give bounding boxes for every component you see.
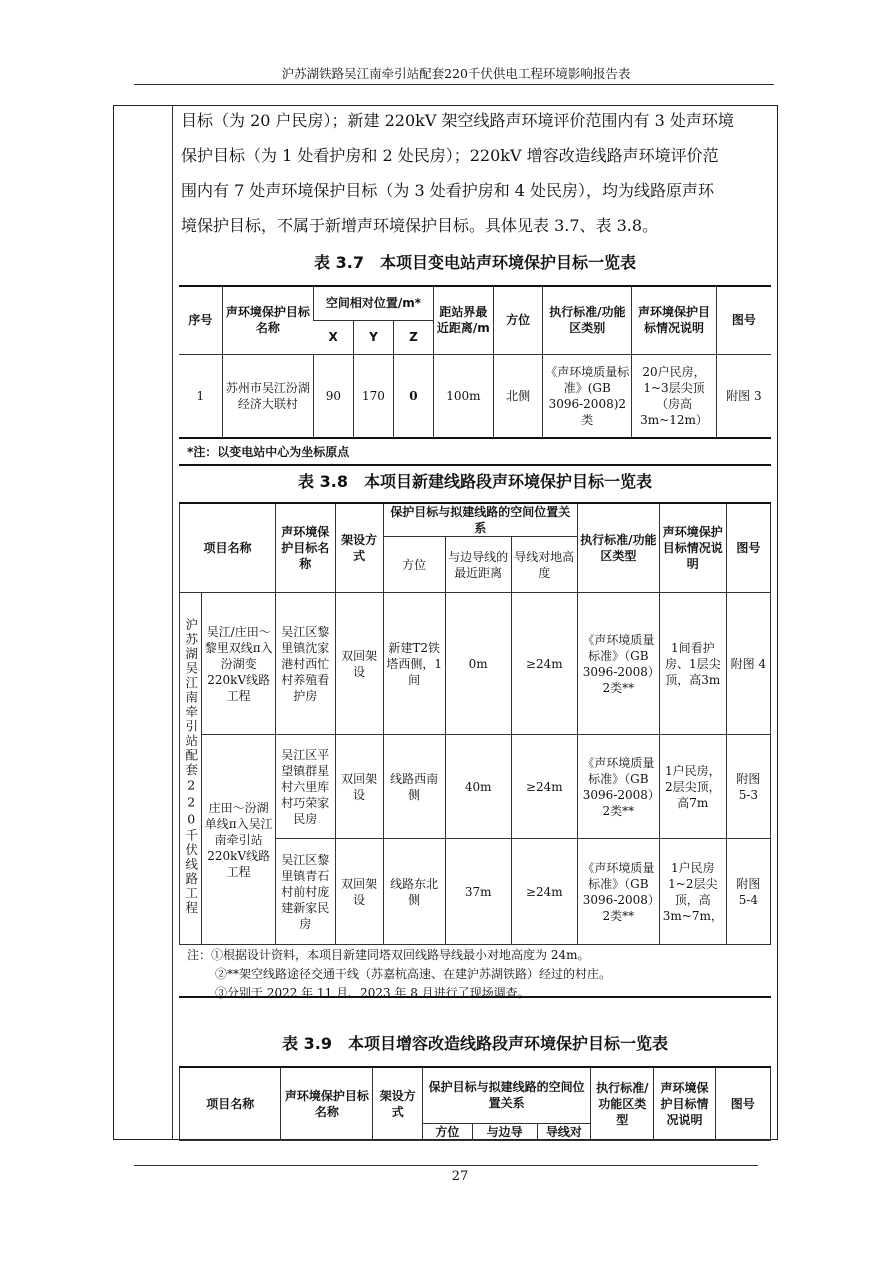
header-rule [134, 84, 774, 85]
table-3-9-caption: 表 3.9 本项目增容改造线路段声环境保护目标一览表 [282, 1034, 668, 1053]
th-x: X [314, 320, 354, 354]
cell-height: ≥24m [511, 839, 577, 945]
cell-x: 90 [314, 354, 354, 438]
page-header: 沪苏湖铁路吴江南牵引站配套220千伏供电工程环境影响报告表 [281, 66, 631, 81]
cell-name: 吴江区黎里镇青石村前村庞建新家民房 [275, 839, 335, 945]
cell-height: ≥24m [511, 735, 577, 839]
table-3-7-caption: 表 3.7 本项目变电站声环境保护目标一览表 [314, 253, 636, 272]
body-line-2: 保护目标（为 1 处看护房和 2 处民房）；220kV 增容改造线路声环境评价范 [181, 146, 719, 165]
note-2: ②**架空线路途径交通干线（苏嘉杭高速、在建沪苏湖铁路）经过的村庄。 [215, 967, 612, 981]
th-rel: 保护目标与拟建线路的空间位置关系 [383, 503, 577, 537]
th-fig: 图号 [726, 503, 770, 593]
th-name: 声环境保护目标名称 [222, 286, 313, 354]
th-name: 声环境保护目标名称 [275, 503, 335, 593]
th-name: 声环境保护目标名称 [281, 1067, 373, 1140]
body-line-1: 目标（为 20 户民房）；新建 220kV 架空线路声环境评价范围内有 3 处声环境 [181, 111, 734, 130]
cell-dist: 0m [445, 593, 511, 735]
table-3-7-note: *注：以变电站中心为坐标原点 [187, 445, 350, 459]
cell-fig: 附图 4 [726, 593, 770, 735]
cell-fig: 附图 5-3 [726, 735, 770, 839]
th-seq: 序号 [179, 286, 222, 354]
note-3: ③分别于 2022 年 11 月、2023 年 8 月进行了现场调查。 [215, 986, 530, 1000]
cell-group [180, 593, 202, 945]
cell-mode: 双回架设 [335, 735, 383, 839]
page-number: 27 [451, 1169, 469, 1184]
group-label: 沪苏湖吴江南牵引站配套220千伏线路工程 [183, 617, 199, 916]
cell-y: 170 [353, 354, 393, 438]
th-dist: 与边导线的最近距离 [445, 537, 511, 593]
th-fig: 图号 [716, 286, 771, 354]
cell-sub: 庄田～汾湖单线π入吴江南牵引站220kV线路工程 [202, 735, 275, 945]
cell-seq: 1 [179, 354, 222, 438]
th-pos: 空间相对位置/m* [314, 286, 434, 320]
th-std: 执行标准/功能区类别 [543, 286, 632, 354]
th-fig: 图号 [715, 1067, 770, 1140]
cell-desc: 20户民房，1~3层尖顶（房高3m~12m） [632, 354, 716, 438]
table-row [180, 593, 771, 735]
table-3-7 [179, 285, 771, 439]
cell-name: 吴江区黎里镇沈家港村西忙村养殖看护房 [275, 593, 335, 735]
cell-dir: 北侧 [493, 354, 542, 438]
footer-rule [134, 1165, 758, 1166]
table-3-8-notes [187, 946, 611, 1003]
th-height: 导线对 [537, 1123, 590, 1140]
cell-mode: 双回架设 [335, 839, 383, 945]
note-1: 注：①根据设计资料，本项目新建同塔双回线路导线最小对地高度为 24m。 [187, 948, 590, 962]
th-mode: 架设方式 [335, 503, 383, 593]
cell-sub: 吴江/庄田～黎里双线π入汾湖变220kV线路工程 [202, 593, 275, 735]
cell-dir: 新建T2铁塔西侧，1间 [383, 593, 445, 735]
cell-dist: 100m [433, 354, 493, 438]
cell-z: 0 [394, 354, 434, 438]
th-z: Z [394, 320, 434, 354]
th-dist: 与边导 [472, 1123, 537, 1140]
th-mode: 架设方式 [373, 1067, 423, 1140]
th-proj: 项目名称 [180, 1067, 281, 1140]
th-dir: 方位 [423, 1123, 473, 1140]
cell-std: 《声环境质量标准》（GB 3096-2008）2类** [577, 839, 659, 945]
table-3-8-top-rule [179, 464, 771, 466]
table-3-8-bottom-rule [179, 996, 771, 998]
cell-dist: 37m [445, 839, 511, 945]
th-proj: 项目名称 [180, 503, 276, 593]
th-dir: 方位 [383, 537, 445, 593]
cell-desc: 1户民房 1~2层尖顶，高3m~7m， [659, 839, 726, 945]
table-3-9 [179, 1066, 771, 1141]
cell-std: 《声环境质量标准》（GB 3096-2008）2类** [577, 593, 659, 735]
th-desc: 声环境保护目标情况说明 [659, 503, 726, 593]
cell-name: 吴江区平望镇群星村六里库村巧荣家民房 [275, 735, 335, 839]
body-line-4: 境保护目标，不属于新增声环境保护目标。具体见表 3.7、表 3.8。 [181, 216, 659, 235]
cell-dir: 线路西南侧 [383, 735, 445, 839]
cell-name: 苏州市吴江汾湖经济大联村 [222, 354, 313, 438]
th-y: Y [353, 320, 393, 354]
cell-std: 《声环境质量标准》(GB 3096-2008)2类 [543, 354, 632, 438]
cell-fig: 附图 3 [716, 354, 771, 438]
th-height: 导线对地高度 [511, 537, 577, 593]
table-row [179, 354, 771, 438]
cell-dist: 40m [445, 735, 511, 839]
body-line-3: 围内有 7 处声环境保护目标（为 3 处看护房和 4 处民房），均为线路原声环 [181, 181, 715, 200]
th-desc: 声环境保护目标情况说明 [632, 286, 716, 354]
cell-desc: 1户民房，2层尖顶，高7m [659, 735, 726, 839]
cell-std: 《声环境质量标准》（GB 3096-2008）2类** [577, 735, 659, 839]
th-dist: 距站界最近距离/m [433, 286, 493, 354]
cell-dir: 线路东北侧 [383, 839, 445, 945]
cell-desc: 1间看护房、1层尖顶，高3m [659, 593, 726, 735]
cell-height: ≥24m [511, 593, 577, 735]
th-std: 执行标准/功能区类型 [591, 1067, 654, 1140]
th-rel: 保护目标与拟建线路的空间位置关系 [423, 1067, 591, 1123]
cell-mode: 双回架设 [335, 593, 383, 735]
table-row [180, 735, 771, 839]
th-dir: 方位 [493, 286, 542, 354]
th-std: 执行标准/功能区类型 [577, 503, 659, 593]
cell-fig: 附图 5-4 [726, 839, 770, 945]
table-3-8 [179, 502, 771, 945]
table-3-8-caption: 表 3.8 本项目新建线路段声环境保护目标一览表 [298, 472, 652, 491]
th-desc: 声环境保护目标情况说明 [654, 1067, 715, 1140]
